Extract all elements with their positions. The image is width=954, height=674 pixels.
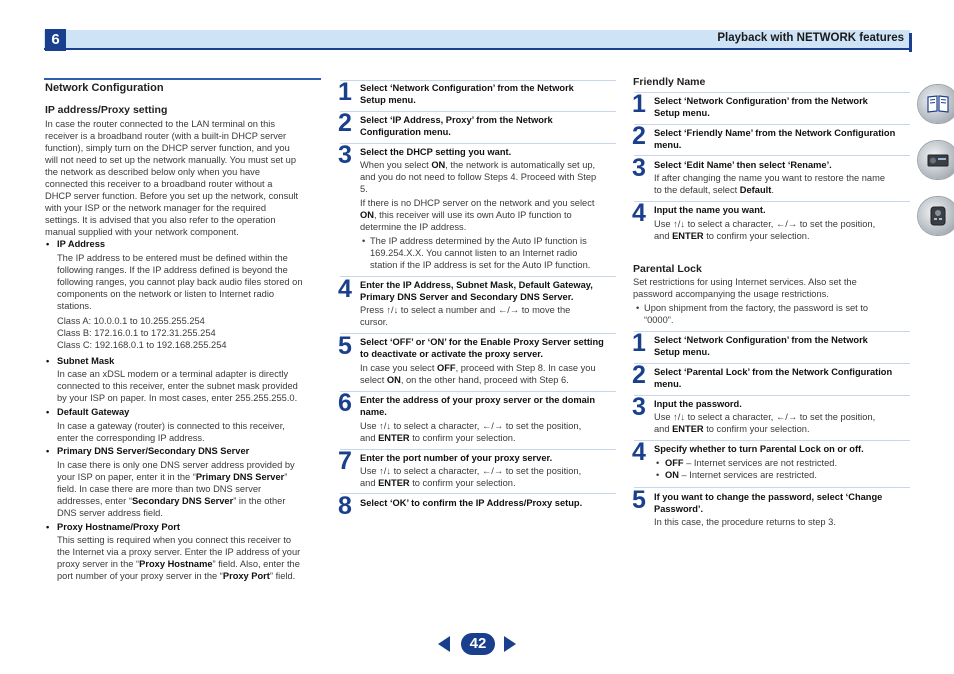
step-number: 3 (338, 141, 352, 169)
step-rule (340, 111, 616, 112)
step-rule (340, 80, 616, 81)
step-rule (340, 391, 616, 392)
step-number: 8 (338, 492, 352, 520)
parental-step-5-text: In this case, the procedure returns to step 3. (654, 517, 836, 527)
friendly-step-1-title: Select ‘Network Configuration’ from the Network Setup menu. (654, 96, 868, 118)
step-rule (340, 493, 616, 494)
bullet-subnet-mask: • Subnet Mask (46, 356, 115, 366)
step-6-title: Enter the address of your proxy server or the domain name. (360, 395, 596, 417)
parental-lock-title: Parental Lock (633, 263, 702, 275)
step-2-title: Select ‘IP Address, Proxy’ from the Network Configuration menu. (360, 115, 553, 137)
friendly-step-3-title: Select ‘Edit Name’ then select ‘Rename’. (654, 160, 832, 170)
parental-lock-note: • Upon shipment from the factory, the password is set to “0000”. (636, 303, 869, 325)
step-number: 5 (632, 486, 646, 514)
step-7-text: Use ↑/↓ to select a character, ←/→ to set the position, and ENTER to confirm your selection. (360, 466, 582, 488)
parental-step-4-options: • OFF – Internet services are not restricted. • ON – Internet services are restricted. (656, 458, 838, 480)
parental-step-4-title: Specify whether to turn Parental Lock on or off. (654, 444, 864, 454)
step-number: 1 (632, 329, 646, 357)
step-rule (340, 333, 616, 334)
intro-paragraph: In case the router connected to the LAN terminal on this receiver is a broadband router (with a built-in DHCP server function), simply turn on the DHCP server function, and you will not need to set up the network manually. You must set up the network as described below only when you have connected this receiver to a broadband router without a DHCP server function. Before you set up the network, consult with your ISP or the network manager for the required settings. It is advised that you also refer to the operation manual supplied with your network component. (45, 119, 299, 237)
parental-step-3-title: Input the password. (654, 399, 742, 409)
step-number: 4 (338, 275, 352, 303)
step-rule (634, 395, 910, 396)
step-rule (634, 440, 910, 441)
friendly-step-4-text: Use ↑/↓ to select a character, ←/→ to set the position, and ENTER to confirm your selection. (654, 219, 876, 241)
dns-text: In case there is only one DNS server address provided by your ISP on paper, enter it in the “Primary DNS Server” field. In case there are more than two DNS server addresses, enter “Secondary DNS Server” in the other DNS server address field. (57, 460, 295, 518)
parental-lock-intro: Set restrictions for using Internet services. Also set the password accompanying the usage restrictions. (633, 277, 857, 299)
remote-control-icon[interactable] (918, 197, 954, 235)
proxy-text: This setting is required when you connect this receiver to the Internet via a proxy server. Enter the IP address of your proxy server in the “Proxy Hostname” field. Also, enter the port number of your proxy server in the “Proxy Port” field. (57, 535, 301, 581)
step-rule (634, 363, 910, 364)
friendly-name-title: Friendly Name (633, 76, 706, 88)
bullet-dns-server: • Primary DNS Server/Secondary DNS Server (46, 446, 250, 456)
step-rule (634, 487, 910, 488)
step-number: 4 (632, 199, 646, 227)
step-3-note: • The IP address determined by the Auto IP function is 169.254.X.X. You cannot listen to an Internet radio station if the IP address is set for the Auto IP function. (362, 236, 591, 270)
step-8-title: Select ‘OK’ to confirm the IP Address/Proxy setup. (360, 498, 583, 508)
parental-step-3-text: Use ↑/↓ to select a character, ←/→ to set the position, and ENTER to confirm your selection. (654, 412, 876, 434)
parental-step-5-title: If you want to change the password, select ‘Change Password’. (654, 492, 883, 514)
next-page-arrow-icon[interactable] (504, 636, 516, 652)
step-4-title: Enter the IP Address, Subnet Mask, Default Gateway, Primary DNS Server and Secondary DNS Server. (360, 280, 593, 302)
step-number: 3 (632, 154, 646, 182)
step-7-title: Enter the port number of your proxy server. (360, 453, 553, 463)
step-number: 5 (338, 332, 352, 360)
subnet-text: In case an xDSL modem or a terminal adapter is directly connected to this receiver, enter the subnet mask provided by your ISP on paper. In most cases, enter 255.255.255.0. (57, 369, 298, 403)
subsection-title: IP address/Proxy setting (45, 104, 168, 116)
gateway-text: In case a gateway (router) is connected to this receiver, enter the corresponding IP address. (57, 421, 285, 443)
step-5-title: Select ‘OFF’ or ‘ON’ for the Enable Proxy Server setting to deactivate or activate the proxy server. (360, 337, 604, 359)
chapter-number: 6 (45, 29, 66, 51)
step-1-title: Select ‘Network Configuration’ from the Network Setup menu. (360, 83, 574, 105)
step-3-text: When you select ON, the network is automatically set up, and you do not need to follow Steps 4. Proceed with Step 5. If there is no DHCP server on the network and you select ON, this receiver will use its own Auto IP function to determine the IP address. (360, 160, 597, 232)
header-edge (909, 33, 912, 52)
step-number: 1 (632, 90, 646, 118)
step-number: 6 (338, 389, 352, 417)
receiver-icon[interactable] (918, 141, 954, 179)
parental-step-1-title: Select ‘Network Configuration’ from the Network Setup menu. (654, 335, 868, 357)
step-4-text: Press ↑/↓ to select a number and ←/→ to move the cursor. (360, 305, 571, 327)
column-divider (44, 78, 321, 80)
step-number: 1 (338, 78, 352, 106)
step-rule (634, 124, 910, 125)
step-number: 2 (632, 122, 646, 150)
bullet-ip-address: • IP Address (46, 239, 106, 249)
page-title: Playback with NETWORK features (717, 32, 904, 44)
step-5-text: In case you select OFF, proceed with Step 8. In case you select ON, on the other hand, proceed with Step 6. (360, 363, 596, 385)
ip-address-text: The IP address to be entered must be defined within the following ranges. If the IP address defined is beyond the following ranges, you cannot play back audio files stored on components on the network or listen to Internet radio stations. (57, 253, 303, 311)
step-rule (634, 155, 910, 156)
step-rule (340, 449, 616, 450)
bullet-proxy: • Proxy Hostname/Proxy Port (46, 522, 180, 532)
step-rule (634, 331, 910, 332)
friendly-step-4-title: Input the name you want. (654, 205, 766, 215)
previous-page-arrow-icon[interactable] (438, 636, 450, 652)
step-number: 2 (338, 109, 352, 137)
step-number: 3 (632, 393, 646, 421)
parental-step-2-title: Select ‘Parental Lock’ from the Network Configuration menu. (654, 367, 893, 389)
step-rule (340, 143, 616, 144)
step-rule (634, 92, 910, 93)
ip-class-list: Class A: 10.0.0.1 to 10.255.255.254 Class B: 172.16.0.1 to 172.31.255.254 Class C: 192.168.0.1 to 192.168.255.254 (57, 316, 227, 350)
step-number: 7 (338, 447, 352, 475)
page-number: 42 (461, 633, 495, 655)
friendly-step-2-title: Select ‘Friendly Name’ from the Network Configuration menu. (654, 128, 896, 150)
friendly-step-3-text: If after changing the name you want to restore the name to the default, select Default. (654, 173, 886, 195)
step-number: 2 (632, 361, 646, 389)
step-6-text: Use ↑/↓ to select a character, ←/→ to set the position, and ENTER to confirm your selection. (360, 421, 582, 443)
step-rule (634, 201, 910, 202)
bullet-default-gateway: • Default Gateway (46, 407, 130, 417)
manual-book-icon[interactable] (918, 85, 954, 123)
step-number: 4 (632, 438, 646, 466)
step-3-title: Select the DHCP setting you want. (360, 147, 512, 157)
section-title: Network Configuration (45, 82, 164, 94)
step-rule (340, 276, 616, 277)
